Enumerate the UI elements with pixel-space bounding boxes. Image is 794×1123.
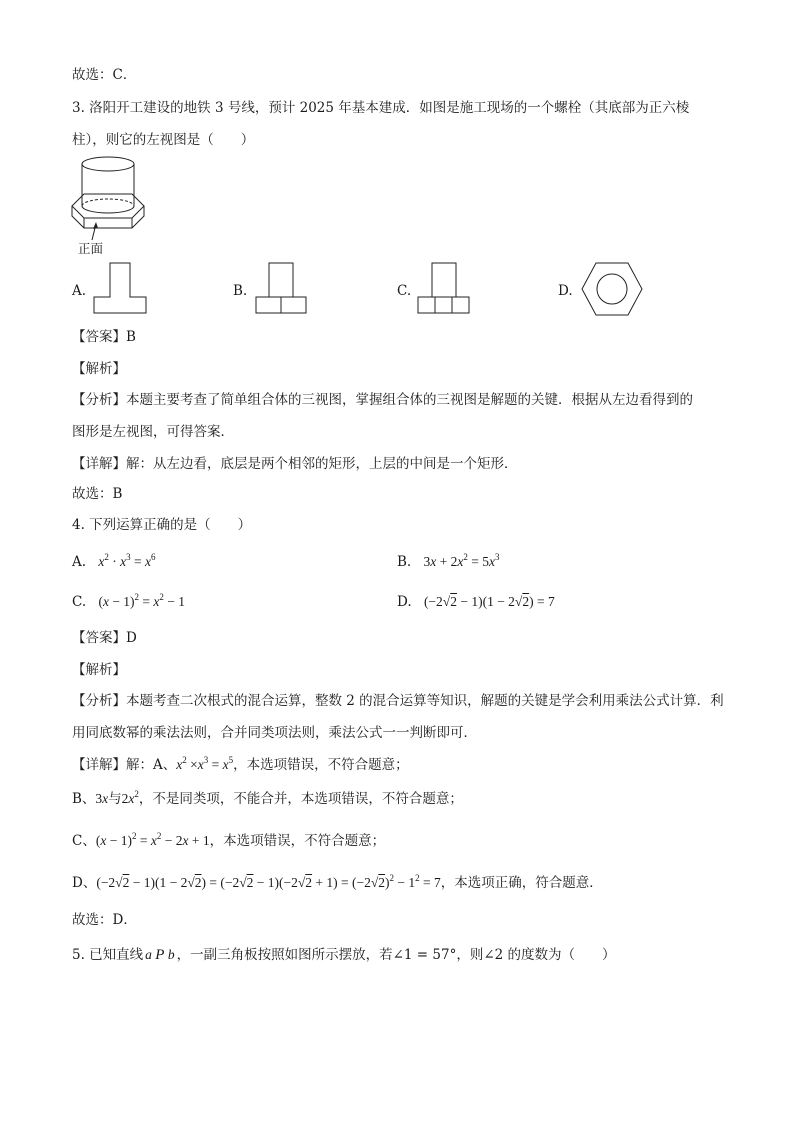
q4-option-b-expr: $3x + 2x^2 = 5x^3$	[423, 551, 500, 569]
q4-analysis-line2: 用同底数幂的乘法法则，合并同类项法则，乘法公式一一判断即可．	[72, 725, 477, 741]
q4-detail-d-suffix: ，本选项正确，符合题意．	[440, 875, 603, 891]
q3-option-d-label: D.	[558, 283, 573, 299]
q4-detail-d-prefix: D、	[72, 875, 97, 891]
front-label: 正面	[78, 241, 104, 256]
q4-choice: 故选：D．	[72, 912, 137, 928]
q4-detail-b-mid: 与	[108, 791, 122, 807]
q4-detail-c	[72, 832, 385, 850]
q3-analysis-line2: 图形是左视图，可得答案．	[72, 424, 234, 440]
q5-stem-mid: ，一副三角板按照如图所示摆放，若∠1 = 57°，则∠2 的度数为（ ）	[176, 947, 616, 963]
q4-detail-a	[72, 756, 409, 774]
q4-answer: 【答案】D	[72, 630, 137, 646]
q5-stem	[72, 946, 616, 964]
q4-detail-c-prefix: C、	[72, 833, 96, 849]
q3-option-c-figure	[416, 261, 472, 317]
q3-choice: 故选：B	[72, 486, 123, 502]
q3-option-a-figure	[92, 261, 148, 317]
q2-choice: 故选：C．	[72, 67, 137, 83]
q3-answer: 【答案】B	[72, 329, 136, 345]
q4-detail-d	[72, 874, 603, 892]
q4-detail-b-expr1: 3x	[95, 791, 109, 806]
q4-analysis-title: 【解析】	[72, 662, 126, 678]
q3-option-c-label: C.	[397, 283, 412, 299]
q4-option-c-label: C.	[72, 594, 87, 610]
q4-stem: 4. 下列运算正确的是（ ）	[72, 517, 252, 533]
q4-detail-a-suffix: ，本选项错误，不符合题意；	[233, 757, 409, 773]
q4-option-a-expr: $x^2 \cdot x^3 = x^6$	[98, 551, 156, 569]
q3-detail: 【详解】解：从左边看，底层是两个相邻的矩形，上层的中间是一个矩形．	[72, 456, 518, 472]
q4-detail-a-expr: $x^2 \times x^3 = x^5$	[176, 754, 234, 772]
q4-option-b	[397, 553, 500, 571]
q4-detail-d-expr: $(-2√2 - 1)(1 - 2√2) = (-2√2 - 1)(-2√2 + 1) = (-2√2)^2 - 1^2 = 7$	[96, 872, 441, 890]
q3-option-b-figure	[254, 261, 308, 317]
q4-analysis-line1: 【分析】本题考查二次根式的混合运算，整数 2 的混合运算等知识，解题的关键是学会利用乘法公式计算．利	[72, 693, 724, 709]
q4-option-d	[397, 593, 555, 611]
q5-stem-lines-expr: a P b	[145, 947, 175, 963]
q4-option-c	[72, 593, 185, 611]
q4-option-d-expr: (−2√2 − 1)(1 − 2√2) = 7	[423, 594, 555, 609]
q3-analysis-line1: 【分析】本题主要考查了简单组合体的三视图，掌握组合体的三视图是解题的关键．根据从左边看得到的	[72, 392, 693, 408]
q3-option-b-label: B.	[233, 283, 248, 299]
q3-stem-line1: 3. 洛阳开工建设的地铁 3 号线，预计 2025 年基本建成．如图是施工现场的一个螺栓（其底部为正六棱	[72, 100, 690, 116]
q3-analysis-title: 【解析】	[72, 361, 126, 377]
q4-option-d-label: D.	[397, 594, 412, 610]
q4-detail-b-suffix: ，不是同类项，不能合并，本选项错误，不符合题意；	[138, 791, 463, 807]
q3-option-d-figure	[580, 259, 644, 319]
q3-option-a-label: A.	[72, 283, 87, 299]
q4-detail-b-prefix: B、	[72, 791, 96, 807]
q5-stem-prefix: 5. 已知直线	[72, 947, 144, 963]
q4-option-c-expr: $(x - 1)^2 = x^2 - 1$	[98, 591, 186, 609]
q4-detail-b-expr2: $2x^2$	[121, 788, 139, 806]
q4-detail-c-expr: $(x - 1)^2 = x^2 - 2x + 1$	[95, 830, 210, 848]
q4-option-a	[72, 553, 155, 571]
q4-detail-b	[72, 790, 463, 808]
q3-stem-line2: 柱），则它的左视图是（ ）	[72, 132, 255, 148]
q4-detail-prefix: 【详解】解：A、	[72, 757, 177, 773]
q4-detail-c-suffix: ，本选项错误，不符合题意；	[209, 833, 386, 849]
q4-option-a-label: A.	[72, 554, 87, 570]
q4-option-b-label: B.	[397, 554, 412, 570]
